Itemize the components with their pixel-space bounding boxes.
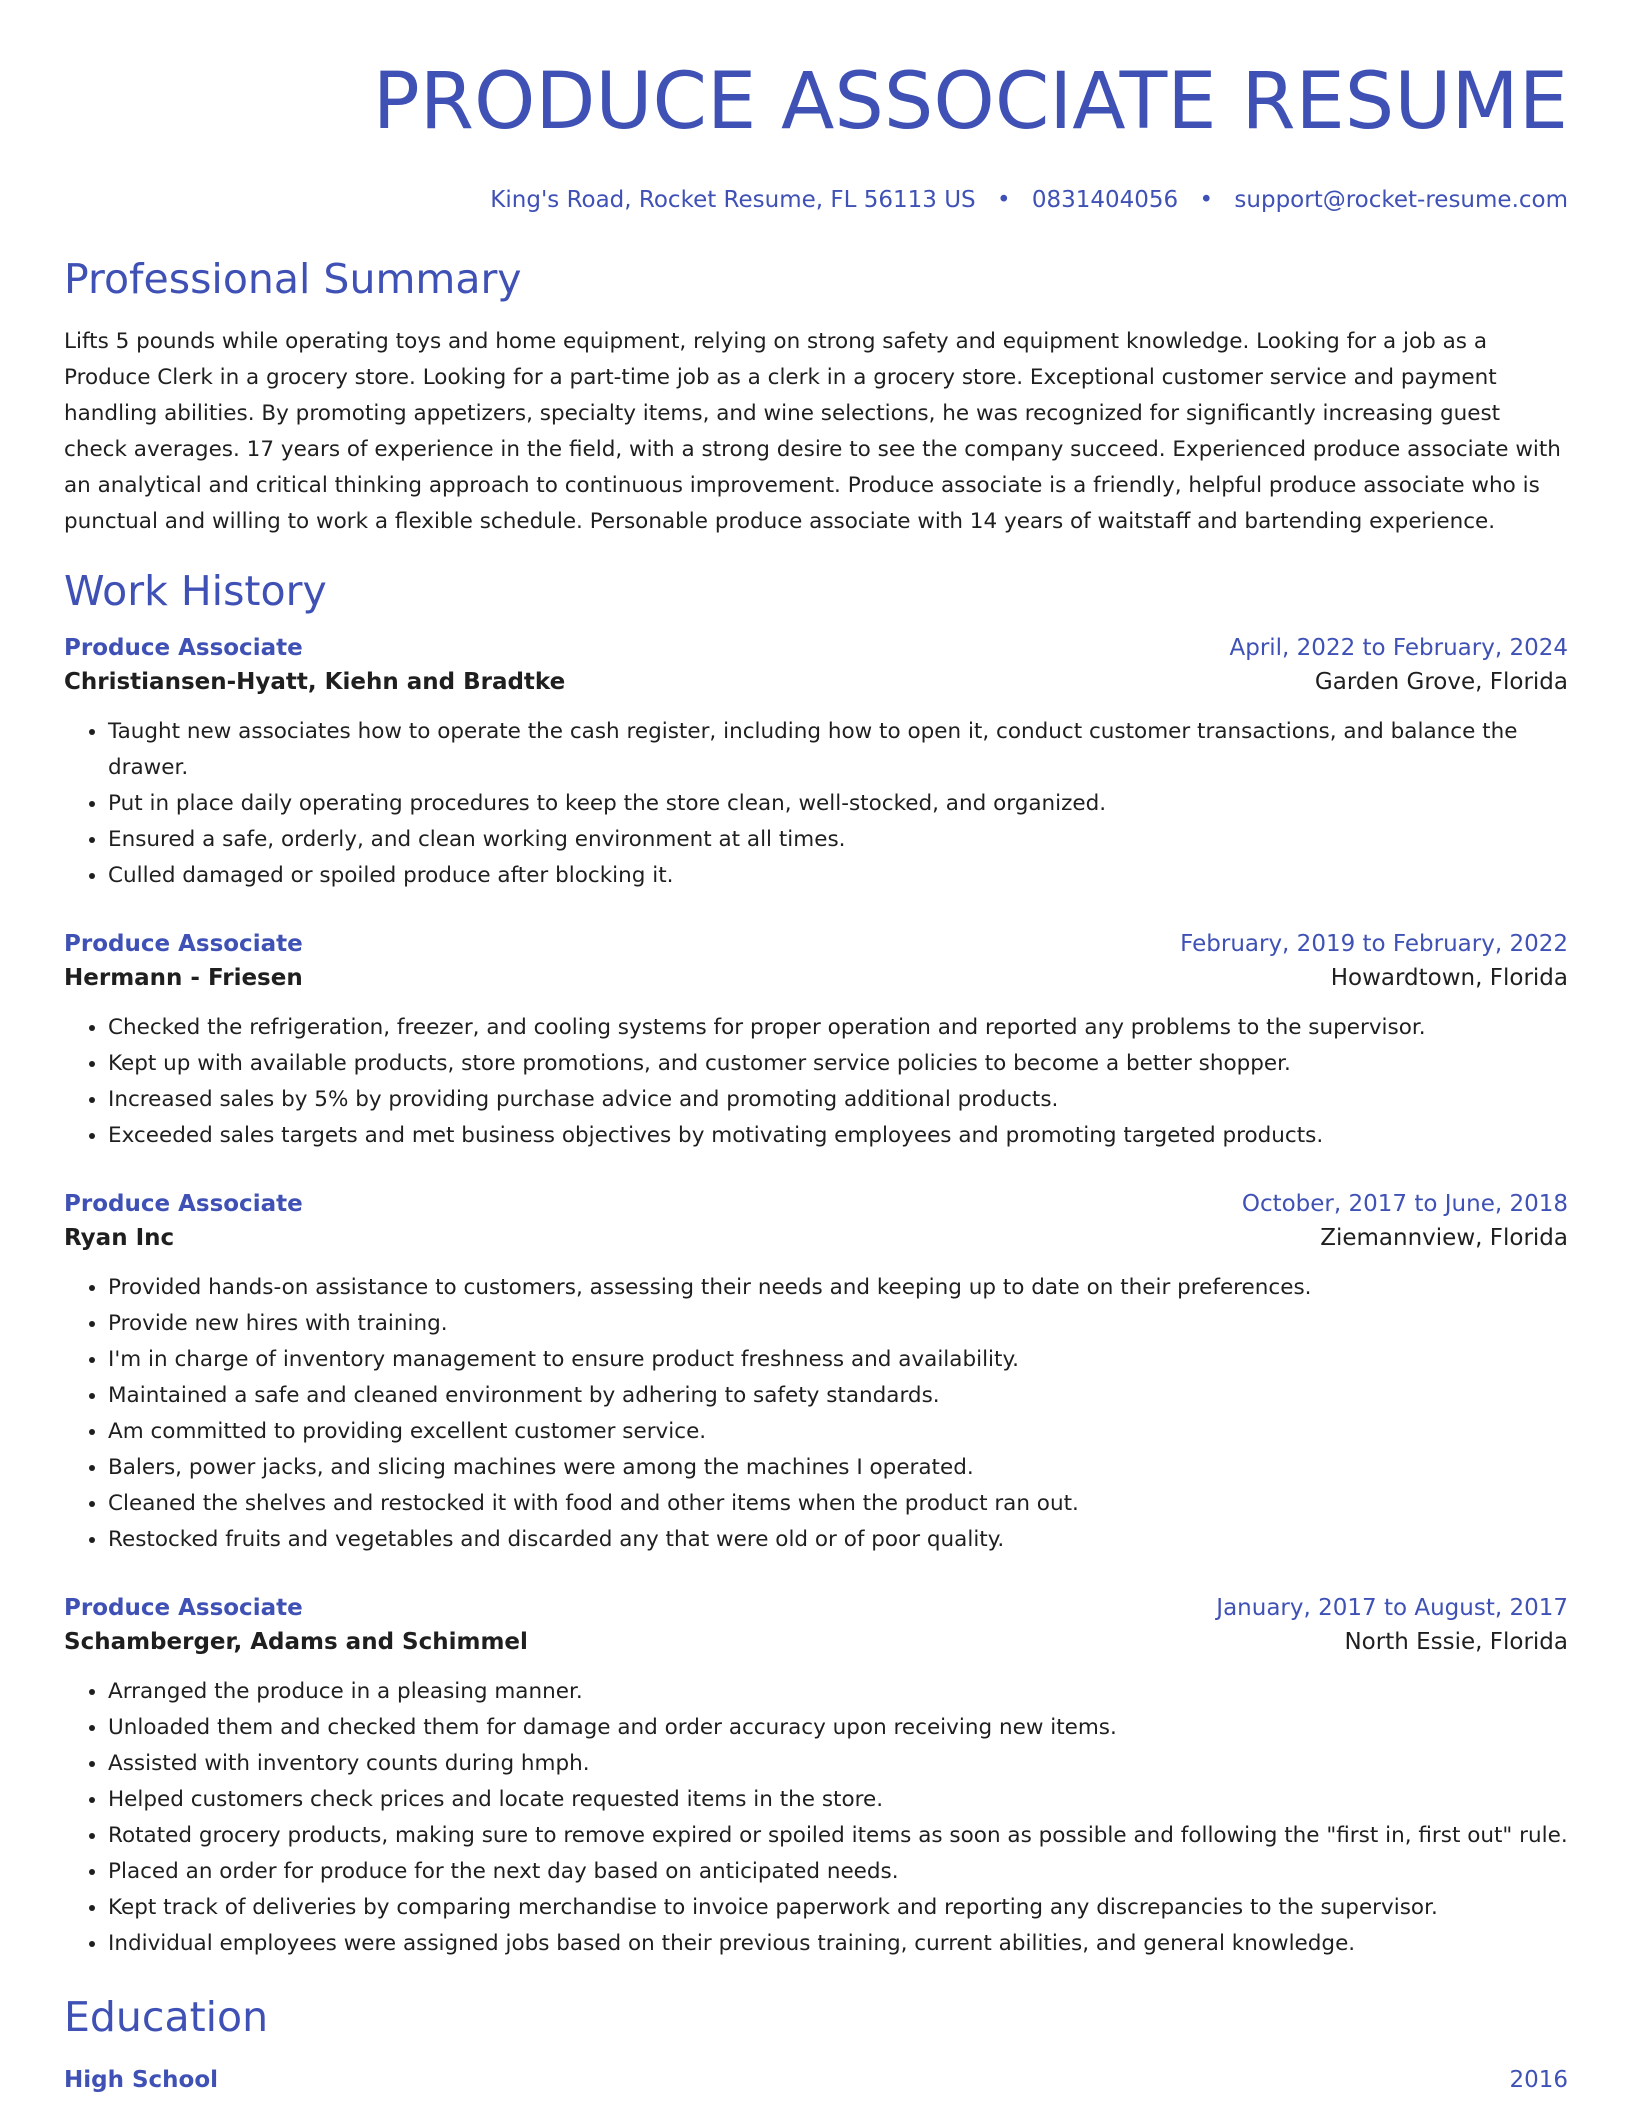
job-title-row — [64, 1592, 1568, 1624]
job-company-row — [64, 1220, 1568, 1256]
job-bullet: • Checked the refrigeration, freezer, and cooling systems for proper operation and reported any problems to the supervisor. — [108, 1010, 1568, 1046]
job-bullet: • Helped customers check prices and locate requested items in the store. — [108, 1782, 1568, 1818]
job-company: Schamberger, Adams and Schimmel — [64, 1629, 528, 1655]
job-title: Produce Associate — [64, 1595, 303, 1621]
job-bullet: • Provided hands-on assistance to customers, assessing their needs and keeping up to date on their preferences. — [108, 1270, 1568, 1306]
contact-phone: 0831404056 — [1031, 187, 1179, 213]
job-entry — [64, 632, 1568, 894]
job-title-row — [64, 928, 1568, 960]
job-bullet: • Taught new associates how to operate the cash register, including how to open it, conduct customer transactions, and balance the drawer. — [108, 714, 1568, 786]
job-location: Garden Grove, Florida — [1314, 669, 1568, 695]
job-bullet: • Put in place daily operating procedures to keep the store clean, well-stocked, and organized. — [108, 786, 1568, 822]
contact-email[interactable]: support@rocket-resume.com — [1234, 187, 1568, 213]
job-bullet: • Kept track of deliveries by comparing merchandise to invoice paperwork and reporting any discrepancies to the supervisor. — [108, 1890, 1568, 1926]
contact-separator: • — [1199, 187, 1214, 213]
job-company-row — [64, 960, 1568, 996]
job-bullet: • Ensured a safe, orderly, and clean working environment at all times. — [108, 822, 1568, 858]
job-dates: January, 2017 to August, 2017 — [1216, 1595, 1568, 1621]
job-dates: February, 2019 to February, 2022 — [1180, 931, 1568, 957]
job-bullet: • Balers, power jacks, and slicing machines were among the machines I operated. — [108, 1450, 1568, 1486]
education-year: 2016 — [1509, 2067, 1568, 2093]
job-bullet: • Provide new hires with training. — [108, 1306, 1568, 1342]
resume-header — [64, 0, 1568, 214]
job-dates: April, 2022 to February, 2024 — [1229, 635, 1568, 661]
job-bullets — [64, 1010, 1568, 1154]
job-bullets — [64, 1674, 1568, 1962]
job-bullet: • Restocked fruits and vegetables and discarded any that were old or of poor quality. — [108, 1522, 1568, 1558]
job-company-row — [64, 664, 1568, 700]
contact-info — [64, 186, 1568, 214]
job-location: Howardtown, Florida — [1330, 965, 1568, 991]
job-bullet: • Exceeded sales targets and met business objectives by motivating employees and promoting targeted products. — [108, 1118, 1568, 1154]
job-title: Produce Associate — [64, 635, 303, 661]
job-location: North Essie, Florida — [1344, 1629, 1568, 1655]
job-company: Ryan Inc — [64, 1225, 175, 1251]
job-dates: October, 2017 to June, 2018 — [1241, 1191, 1568, 1217]
job-bullet: • Arranged the produce in a pleasing manner. — [108, 1674, 1568, 1710]
job-bullets — [64, 714, 1568, 894]
work-history-heading: Work History — [64, 567, 327, 615]
job-bullet: • Assisted with inventory counts during hmph. — [108, 1746, 1568, 1782]
job-title-row — [64, 1188, 1568, 1220]
job-bullet: • Placed an order for produce for the next day based on anticipated needs. — [108, 1854, 1568, 1890]
job-bullet: • Kept up with available products, store promotions, and customer service policies to become a better shopper. — [108, 1046, 1568, 1082]
job-title: Produce Associate — [64, 931, 303, 957]
job-entry — [64, 928, 1568, 1154]
job-entry — [64, 1592, 1568, 1962]
job-bullet: • Maintained a safe and cleaned environment by adhering to safety standards. — [108, 1378, 1568, 1414]
job-bullet: • I'm in charge of inventory management to ensure product freshness and availability. — [108, 1342, 1568, 1378]
job-bullet: • Culled damaged or spoiled produce after blocking it. — [108, 858, 1568, 894]
job-bullet: • Cleaned the shelves and restocked it with food and other items when the product ran out. — [108, 1486, 1568, 1522]
contact-separator: • — [996, 187, 1011, 213]
education-heading: Education — [64, 1993, 269, 2041]
job-bullet: • Am committed to providing excellent customer service. — [108, 1414, 1568, 1450]
job-title: Produce Associate — [64, 1191, 303, 1217]
summary-text: Lifts 5 pounds while operating toys and home equipment, relying on strong safety and equipment knowledge. Looking for a job as a Produce Clerk in a grocery store. Looking for a part-time job as a clerk in a grocery store. Exceptional customer service and payment handling abilities. By promoting appetizers, specialty items, and wine selections, he was recognized for significantly increasing guest check averages. 17 years of experience in the field, with a strong desire to see the company succeed. Experienced produce associate with an analytical and critical thinking approach to continuous improvement. Produce associate is a friendly, helpful produce associate who is punctual and willing to work a flexible schedule. Personable produce associate with 14 years of waitstaff and bartending experience. — [64, 329, 1561, 534]
education-degree: High School — [64, 2067, 219, 2093]
resume-page — [64, 0, 1568, 2096]
job-bullet: • Rotated grocery products, making sure to remove expired or spoiled items as soon as possible and following the "first in, first out" rule. — [108, 1818, 1568, 1854]
job-title-row — [64, 632, 1568, 664]
job-company-row — [64, 1624, 1568, 1660]
job-bullet: • Increased sales by 5% by providing purchase advice and promoting additional products. — [108, 1082, 1568, 1118]
job-location: Ziemannview, Florida — [1320, 1225, 1568, 1251]
summary-heading: Professional Summary — [64, 255, 522, 303]
education-entry — [64, 2064, 1568, 2096]
job-company: Christiansen-Hyatt, Kiehn and Bradtke — [64, 669, 566, 695]
job-bullet: • Individual employees were assigned jobs based on their previous training, current abilities, and general knowledge. — [108, 1926, 1568, 1962]
job-bullet: • Unloaded them and checked them for damage and order accuracy upon receiving new items. — [108, 1710, 1568, 1746]
job-bullets — [64, 1270, 1568, 1558]
resume-title: PRODUCE ASSOCIATE RESUME — [372, 57, 1568, 147]
job-entry — [64, 1188, 1568, 1558]
job-company: Hermann - Friesen — [64, 965, 303, 991]
contact-address: King's Road, Rocket Resume, FL 56113 US — [490, 187, 976, 213]
